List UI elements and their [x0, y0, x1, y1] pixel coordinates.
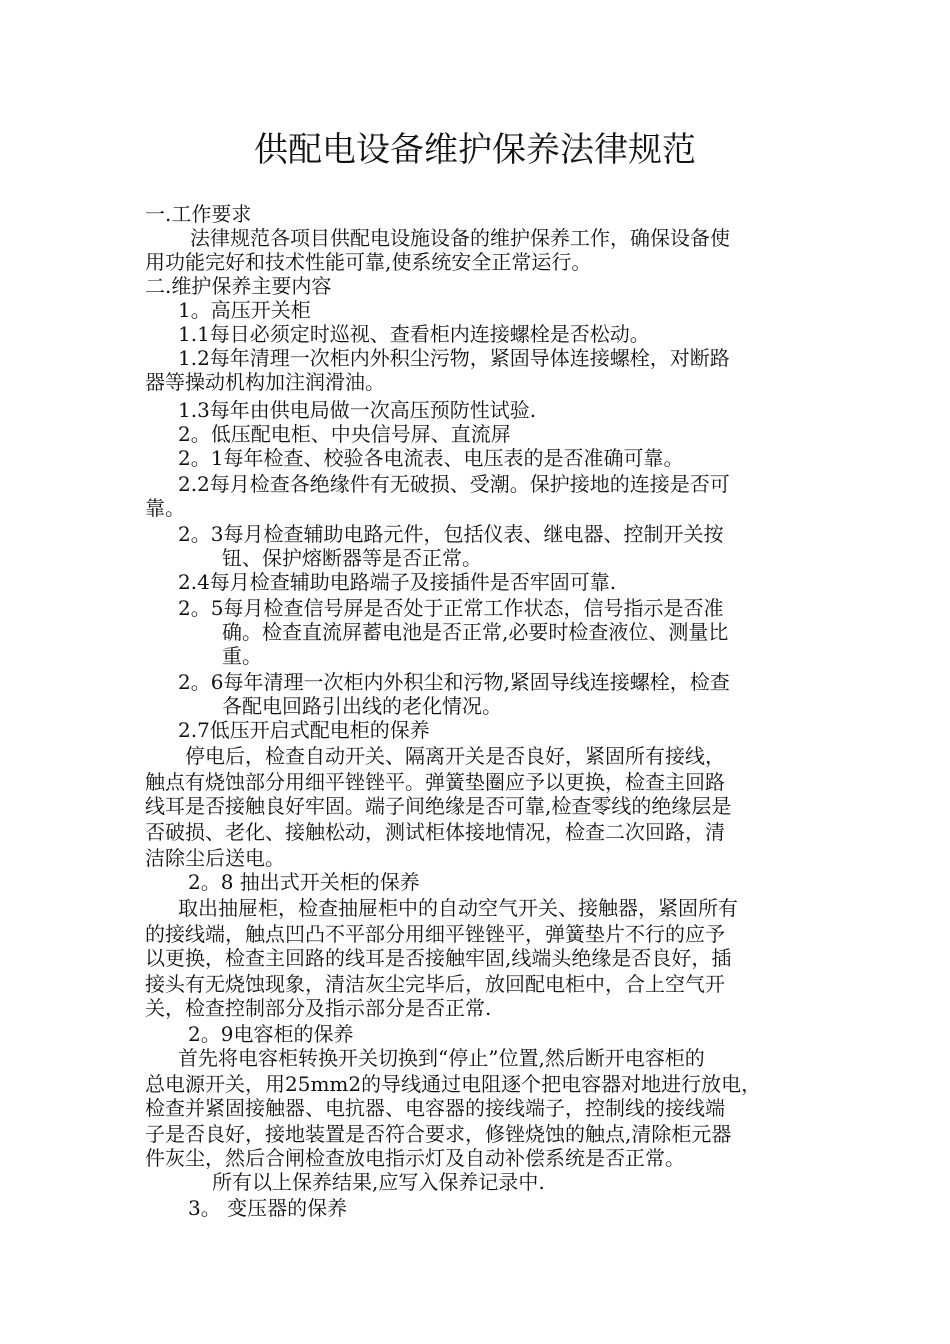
- paragraph-line: 子是否良好，接地装置是否符合要求，修锉烧蚀的触点,清除柜元器: [145, 1122, 732, 1146]
- paragraph-line: 洁除尘后送电。: [145, 846, 285, 870]
- paragraph-line: 停电后，检查自动开关、隔离开关是否良好，紧固所有接线，: [185, 744, 725, 768]
- list-item-continuation: 器等操动机构加注润滑油。: [145, 370, 385, 394]
- list-item: 2。6每年清理一次柜内外积尘和污物,紧固导线连接螺栓，检查: [178, 670, 730, 694]
- paragraph-line: 触点有烧蚀部分用细平锉锉平。弹簧垫圈应予以更换，检查主回路: [145, 770, 725, 794]
- paragraph-line: 的接线端，触点凹凸不平部分用细平锉锉平，弹簧垫片不行的应予: [145, 922, 725, 946]
- paragraph-line: 所有以上保养结果,应写入保养记录中.: [212, 1170, 545, 1194]
- document-title: 供配电设备维护保养法律规范: [254, 130, 696, 170]
- paragraph-line: 关，检查控制部分及指示部分是否正常.: [145, 996, 492, 1020]
- section-heading-2: 二.维护保养主要内容: [145, 274, 332, 298]
- paragraph-line: 法律规范各项目供配电设施设备的维护保养工作，确保设备使: [190, 226, 730, 250]
- paragraph-line: 取出抽屉柜，检查抽屉柜中的自动空气开关、接触器，紧固所有: [178, 896, 738, 920]
- paragraph-line: 以更换，检查主回路的线耳是否接触牢固,线端头绝缘是否良好，插: [145, 946, 732, 970]
- subsection-heading: 2。8 抽出式开关柜的保养: [188, 870, 420, 894]
- list-item: 2。5每月检查信号屏是否处于正常工作状态，信号指示是否准: [178, 596, 724, 620]
- list-item: 1.3每年由供电局做一次高压预防性试验.: [178, 398, 537, 422]
- paragraph-line: 总电源开关，用25mm2的导线通过电阻逐个把电容器对地进行放电，: [145, 1072, 762, 1096]
- list-item-continuation: 靠。: [145, 496, 185, 520]
- paragraph-line: 检查并紧固接触器、电抗器、电容器的接线端子，控制线的接线端: [145, 1096, 725, 1120]
- section-heading-1: 一.工作要求: [145, 202, 252, 226]
- list-item: 2。1每年检查、校验各电流表、电压表的是否准确可靠。: [178, 446, 684, 470]
- paragraph-line: 首先将电容柜转换开关切换到“停止”位置,然后断开电容柜的: [178, 1046, 705, 1070]
- list-item-continuation: 确。检查直流屏蓄电池是否正常,必要时检查液位、测量比: [222, 620, 729, 644]
- subsection-heading: 3。 变压器的保养: [188, 1196, 348, 1220]
- subsection-heading: 2.7低压开启式配电柜的保养: [178, 718, 430, 742]
- list-item: 1.1每日必须定时巡视、查看柜内连接螺栓是否松动。: [178, 322, 650, 346]
- list-item: 2.4每月检查辅助电路端子及接插件是否牢固可靠.: [178, 570, 617, 594]
- list-item-continuation: 钮、保护熔断器等是否正常。: [222, 546, 482, 570]
- subsection-heading: 1。高压开关柜: [178, 298, 311, 322]
- paragraph-line: 否破损、老化、接触松动，测试柜体接地情况，检查二次回路，清: [145, 820, 725, 844]
- paragraph-line: 线耳是否接触良好牢固。端子间绝缘是否可靠,检查零线的绝缘层是: [145, 794, 732, 818]
- list-item: 2。3每月检查辅助电路元件，包括仪表、继电器、控制开关按: [178, 522, 724, 546]
- paragraph-line: 用功能完好和技术性能可靠,使系统安全正常运行。: [145, 250, 592, 274]
- list-item: 2.2每月检查各绝缘件有无破损、受潮。保护接地的连接是否可: [178, 472, 730, 496]
- subsection-heading: 2。低压配电柜、中央信号屏、直流屏: [178, 422, 511, 446]
- paragraph-line: 件灰尘，然后合闸检查放电指示灯及自动补偿系统是否正常。: [145, 1146, 685, 1170]
- list-item-continuation: 各配电回路引出线的老化情况。: [222, 694, 502, 718]
- subsection-heading: 2。9电容柜的保养: [188, 1022, 354, 1046]
- paragraph-line: 接头有无烧蚀现象，清洁灰尘完毕后，放回配电柜中，合上空气开: [145, 972, 725, 996]
- list-item: 1.2每年清理一次柜内外积尘污物，紧固导体连接螺栓，对断路: [178, 346, 730, 370]
- list-item-continuation: 重。: [222, 644, 262, 668]
